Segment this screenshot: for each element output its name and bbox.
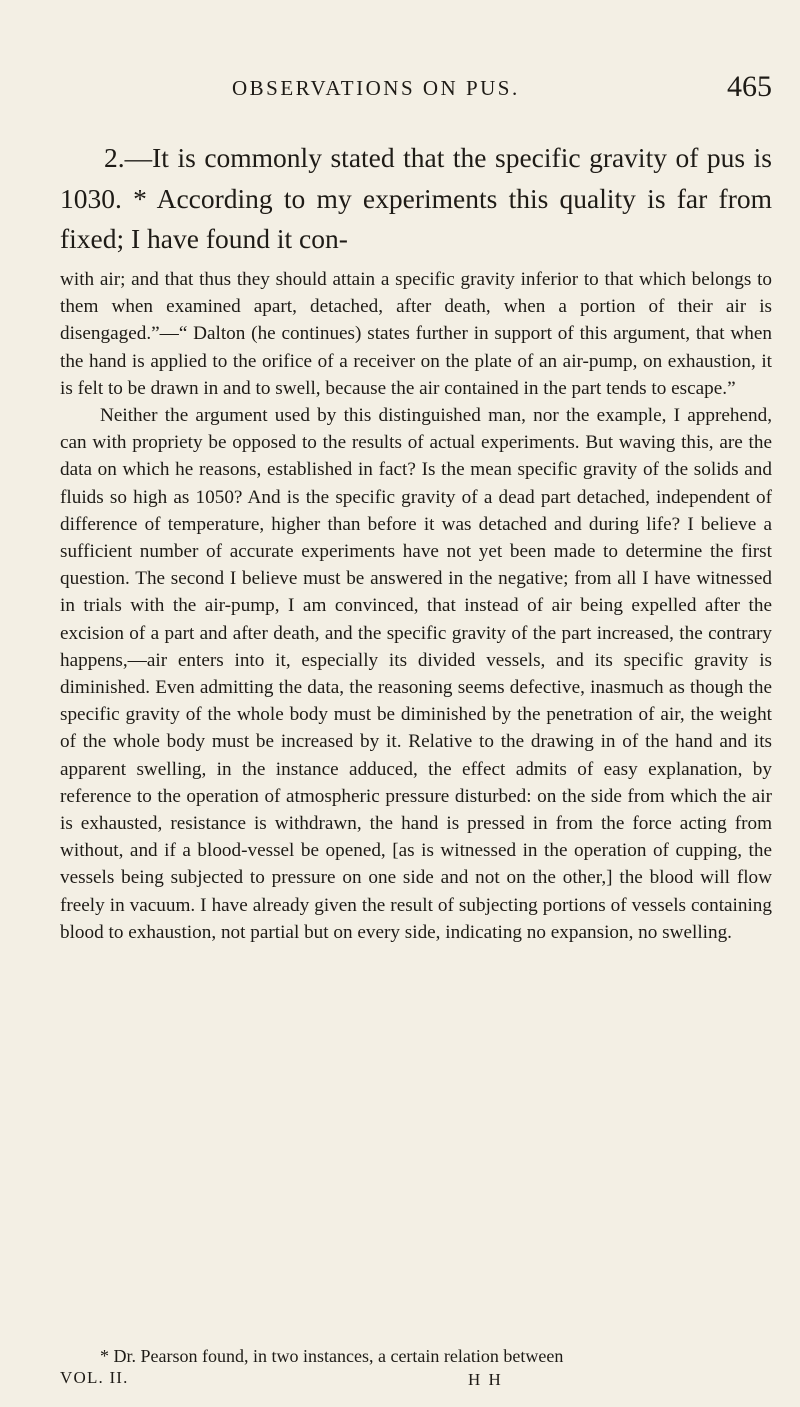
volume-label: VOL. II. <box>60 1368 129 1387</box>
main-paragraph: Neither the argument used by this distinguished man, nor the example, I apprehend, can with propriety be opposed to the results of actual experiments. But waving this, are the data on which he reasons, established in fact? Is the mean specific gravity of the solids and fluids so high as 1050? And is the specific gravity of a dead part detached, independent of difference of temperature, higher than before it was detached and during life? I believe a sufficient number of accurate experiments have not yet been made to determine the first question. The second I believe must be answered in the negative; from all I have witnessed in trials with the air-pump, I am convinced, that instead of air being expelled after the excision of a part and after death, and the specific gravity of the part increased, the contrary happens,—air enters into it, especially its divided vessels, and its specific gravity is diminished. Even admitting the data, the reasoning seems defective, inasmuch as though the specific gravity of the whole body must be diminished by the penetration of air, the weight of the whole body must be increased by it. Relative to the drawing in of the hand and its apparent swelling, in the instance adduced, the effect admits of easy explanation, by reference to the operation of atmospheric pressure disturbed: on the side from which the air is exhausted, resistance is withdrawn, the hand is pressed in from the force acting from without, and if a blood-vessel be opened, [as is witnessed in the operation of cupping, the vessels being subjected to pressure on one side and not on the other,] the blood will flow freely in vacuum. I have already given the result of subjecting portions of vessels containing blood to exhaustion, not partial but on every side, indicating no expansion, no swelling. <box>60 405 772 943</box>
quote-paragraph: with air; and that thus they should attain a specific gravity inferior to that which belongs to them when examined apart, detached, after death, when a portion of their air is disengaged.”—“ Dalton (he continues) states further in support of this argument, that when the hand is applied to the orifice of a receiver on the plate of an air-pump, on exhaustion, it is felt to be drawn in and to swell, because the air contained in the part tends to escape.” <box>60 269 772 399</box>
page-foot <box>60 1368 772 1394</box>
body-text <box>60 266 772 946</box>
signature-mark: H H <box>468 1370 503 1389</box>
page-number: 465 <box>727 70 772 103</box>
running-head <box>232 70 772 106</box>
footnote: * Dr. Pearson found, in two instances, a certain relation between <box>100 1346 564 1366</box>
lead-paragraph: 2.—It is commonly stated that the specific gravity of pus is 1030. * According to my experiments this quality is far from fixed; I have found it con- <box>60 142 772 254</box>
running-title: OBSERVATIONS ON PUS. <box>232 76 520 100</box>
